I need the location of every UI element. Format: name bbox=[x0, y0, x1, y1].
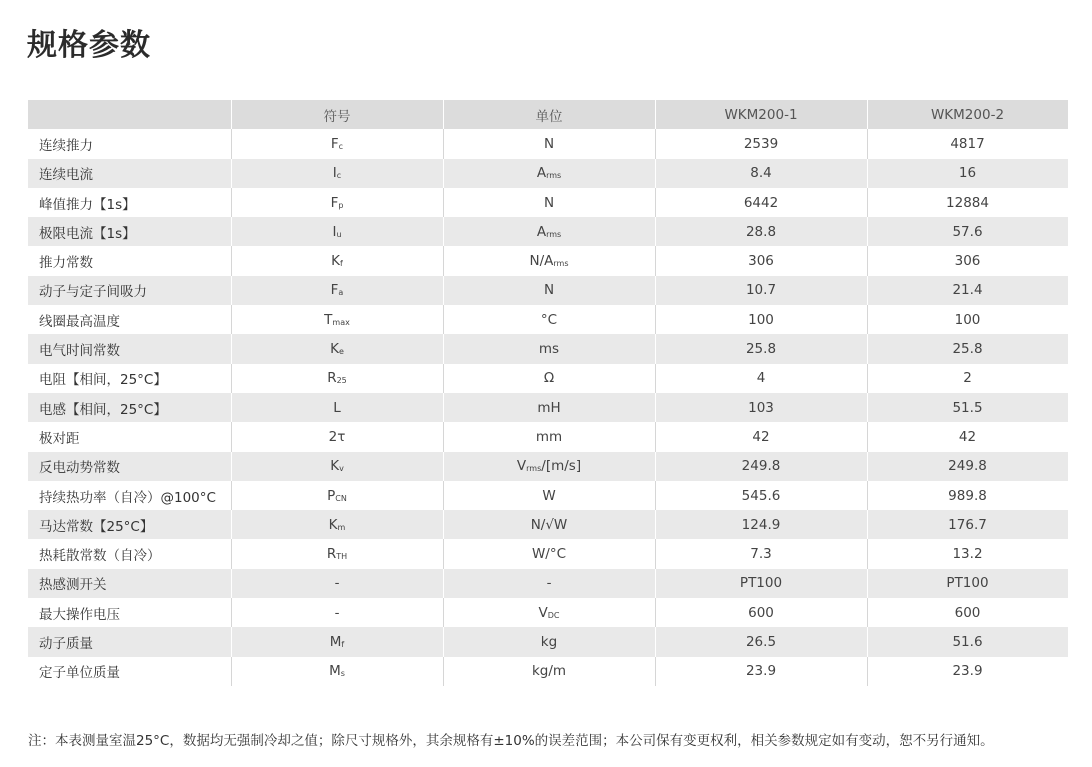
footnote: 注：本表测量室温25°C，数据均无强制冷却之值；除尺寸规格外，其余规格有±10%的误差范围；本公司保有变更权利，相关参数规定如有变动，恕不另行通知。 bbox=[28, 733, 994, 749]
value-model-1: 4 bbox=[655, 364, 867, 393]
unit-main: N bbox=[543, 282, 555, 299]
header-model-1: WKM200-1 bbox=[655, 100, 867, 129]
value-model-2: 2 bbox=[867, 364, 1068, 393]
header-unit: 单位 bbox=[443, 100, 655, 129]
param-unit bbox=[443, 129, 655, 158]
symbol-subscript: u bbox=[336, 229, 342, 239]
table-row bbox=[28, 422, 1068, 451]
param-symbol bbox=[231, 364, 443, 393]
value-model-2: 989.8 bbox=[867, 481, 1068, 510]
table-row bbox=[28, 188, 1068, 217]
table-row bbox=[28, 539, 1068, 568]
table-row bbox=[28, 598, 1068, 627]
param-unit bbox=[443, 305, 655, 334]
param-name: 峰值推力【1s】 bbox=[28, 188, 231, 217]
table-row bbox=[28, 569, 1068, 598]
value-model-1: 306 bbox=[655, 246, 867, 275]
value-model-1: 8.4 bbox=[655, 159, 867, 188]
param-symbol bbox=[231, 422, 443, 451]
value-model-1: 249.8 bbox=[655, 452, 867, 481]
param-name: 电阻【相间，25°C】 bbox=[28, 364, 231, 393]
value-model-2: 306 bbox=[867, 246, 1068, 275]
unit-main: N bbox=[543, 194, 555, 211]
table-row bbox=[28, 129, 1068, 158]
table-row bbox=[28, 305, 1068, 334]
table-row bbox=[28, 246, 1068, 275]
param-symbol bbox=[231, 217, 443, 246]
param-name: 线圈最高温度 bbox=[28, 305, 231, 334]
unit-main: kg/m bbox=[531, 663, 567, 680]
param-name: 持续热功率（自冷）@100°C bbox=[28, 481, 231, 510]
symbol-main: K bbox=[330, 458, 340, 475]
param-name: 连续推力 bbox=[28, 129, 231, 158]
param-unit bbox=[443, 627, 655, 656]
spec-table bbox=[28, 100, 1069, 686]
param-symbol bbox=[231, 188, 443, 217]
value-model-1: 28.8 bbox=[655, 217, 867, 246]
unit-main: mH bbox=[537, 399, 561, 416]
symbol-main: K bbox=[331, 253, 341, 270]
param-symbol bbox=[231, 129, 443, 158]
table-header-row bbox=[28, 100, 1068, 129]
param-symbol bbox=[231, 569, 443, 598]
symbol-main: F bbox=[330, 194, 339, 211]
value-model-1: 600 bbox=[655, 598, 867, 627]
param-unit bbox=[443, 217, 655, 246]
value-model-2: 57.6 bbox=[867, 217, 1068, 246]
value-model-2: 42 bbox=[867, 422, 1068, 451]
symbol-subscript: c bbox=[338, 141, 344, 151]
header-symbol: 符号 bbox=[231, 100, 443, 129]
param-name: 热耗散常数（自冷） bbox=[28, 539, 231, 568]
symbol-subscript: 25 bbox=[336, 376, 347, 386]
unit-main: W bbox=[542, 487, 556, 504]
unit-main: mm bbox=[535, 428, 563, 445]
symbol-main: P bbox=[327, 487, 336, 504]
symbol-subscript: f bbox=[340, 259, 343, 269]
unit-subscript: rms bbox=[526, 464, 542, 474]
unit-main: A bbox=[536, 223, 547, 240]
symbol-main: M bbox=[329, 633, 342, 650]
value-model-1: 26.5 bbox=[655, 627, 867, 656]
unit-main: V bbox=[516, 458, 527, 475]
symbol-main: M bbox=[329, 663, 341, 680]
unit-main: N/A bbox=[529, 253, 554, 270]
unit-main: °C bbox=[540, 311, 558, 328]
unit-subscript: rms bbox=[553, 259, 569, 269]
param-symbol bbox=[231, 452, 443, 481]
value-model-2: 16 bbox=[867, 159, 1068, 188]
symbol-subscript: f bbox=[341, 639, 345, 649]
param-unit bbox=[443, 334, 655, 363]
param-symbol bbox=[231, 246, 443, 275]
symbol-subscript: CN bbox=[335, 493, 347, 503]
unit-main: ms bbox=[538, 341, 560, 358]
symbol-subscript: v bbox=[339, 464, 344, 474]
value-model-2: 100 bbox=[867, 305, 1068, 334]
param-name: 极对距 bbox=[28, 422, 231, 451]
value-model-2: 51.6 bbox=[867, 627, 1068, 656]
param-unit bbox=[443, 246, 655, 275]
symbol-main: L bbox=[333, 399, 341, 416]
param-name: 推力常数 bbox=[28, 246, 231, 275]
param-unit bbox=[443, 188, 655, 217]
param-symbol bbox=[231, 657, 443, 686]
param-unit bbox=[443, 481, 655, 510]
unit-tail: /[m/s] bbox=[541, 458, 582, 475]
symbol-main: 2τ bbox=[328, 428, 346, 445]
table-row bbox=[28, 364, 1068, 393]
symbol-main: - bbox=[334, 575, 340, 592]
param-name: 极限电流【1s】 bbox=[28, 217, 231, 246]
value-model-2: 249.8 bbox=[867, 452, 1068, 481]
table-row bbox=[28, 276, 1068, 305]
unit-main: N bbox=[543, 135, 555, 152]
unit-main: - bbox=[546, 575, 552, 592]
param-name: 动子质量 bbox=[28, 627, 231, 656]
param-symbol bbox=[231, 481, 443, 510]
table-row bbox=[28, 393, 1068, 422]
param-name: 定子单位质量 bbox=[28, 657, 231, 686]
symbol-main: - bbox=[334, 604, 340, 621]
symbol-subscript: p bbox=[338, 200, 344, 210]
param-symbol bbox=[231, 393, 443, 422]
value-model-2: 23.9 bbox=[867, 657, 1068, 686]
param-symbol bbox=[231, 305, 443, 334]
table-row bbox=[28, 159, 1068, 188]
param-unit bbox=[443, 510, 655, 539]
header-name bbox=[28, 100, 231, 129]
symbol-main: R bbox=[326, 546, 337, 563]
symbol-main: T bbox=[324, 311, 333, 328]
table-body bbox=[28, 129, 1068, 686]
header-model-2: WKM200-2 bbox=[867, 100, 1068, 129]
table-row bbox=[28, 452, 1068, 481]
symbol-subscript: m bbox=[337, 522, 346, 532]
unit-main: A bbox=[536, 165, 547, 182]
symbol-main: R bbox=[327, 370, 337, 387]
symbol-subscript: c bbox=[336, 171, 342, 181]
param-unit bbox=[443, 657, 655, 686]
param-symbol bbox=[231, 510, 443, 539]
table-row bbox=[28, 627, 1068, 656]
unit-subscript: rms bbox=[546, 171, 562, 181]
param-symbol bbox=[231, 276, 443, 305]
value-model-1: PT100 bbox=[655, 569, 867, 598]
unit-subscript: DC bbox=[547, 610, 560, 620]
param-name: 连续电流 bbox=[28, 159, 231, 188]
value-model-1: 7.3 bbox=[655, 539, 867, 568]
param-name: 反电动势常数 bbox=[28, 452, 231, 481]
value-model-2: 25.8 bbox=[867, 334, 1068, 363]
symbol-subscript: e bbox=[338, 347, 344, 357]
value-model-2: 21.4 bbox=[867, 276, 1068, 305]
param-symbol bbox=[231, 598, 443, 627]
value-model-1: 545.6 bbox=[655, 481, 867, 510]
table-row bbox=[28, 510, 1068, 539]
value-model-1: 2539 bbox=[655, 129, 867, 158]
param-unit bbox=[443, 159, 655, 188]
value-model-2: 4817 bbox=[867, 129, 1068, 158]
param-unit bbox=[443, 393, 655, 422]
value-model-2: 600 bbox=[867, 598, 1068, 627]
param-name: 最大操作电压 bbox=[28, 598, 231, 627]
symbol-main: I bbox=[332, 165, 337, 182]
param-unit bbox=[443, 422, 655, 451]
param-unit bbox=[443, 452, 655, 481]
value-model-1: 103 bbox=[655, 393, 867, 422]
symbol-main: K bbox=[328, 516, 338, 533]
unit-main: V bbox=[538, 604, 548, 621]
value-model-1: 10.7 bbox=[655, 276, 867, 305]
value-model-2: 13.2 bbox=[867, 539, 1068, 568]
param-unit bbox=[443, 569, 655, 598]
table-row bbox=[28, 657, 1068, 686]
value-model-1: 42 bbox=[655, 422, 867, 451]
param-symbol bbox=[231, 539, 443, 568]
value-model-2: 51.5 bbox=[867, 393, 1068, 422]
page-title: 规格参数 bbox=[27, 28, 151, 63]
param-name: 动子与定子间吸力 bbox=[28, 276, 231, 305]
symbol-subscript: s bbox=[340, 669, 345, 679]
value-model-1: 100 bbox=[655, 305, 867, 334]
unit-main: W/°C bbox=[531, 546, 567, 563]
symbol-subscript: a bbox=[338, 288, 344, 298]
value-model-2: 176.7 bbox=[867, 510, 1068, 539]
symbol-subscript: max bbox=[332, 317, 350, 327]
unit-main: N/√W bbox=[530, 516, 568, 533]
param-unit bbox=[443, 539, 655, 568]
symbol-main: K bbox=[330, 341, 339, 358]
table-row bbox=[28, 217, 1068, 246]
unit-subscript: rms bbox=[546, 229, 562, 239]
param-name: 电感【相间，25°C】 bbox=[28, 393, 231, 422]
value-model-1: 124.9 bbox=[655, 510, 867, 539]
unit-main: kg bbox=[540, 633, 558, 650]
param-unit bbox=[443, 364, 655, 393]
unit-main: Ω bbox=[543, 370, 555, 387]
param-unit bbox=[443, 276, 655, 305]
param-symbol bbox=[231, 159, 443, 188]
symbol-subscript: TH bbox=[336, 552, 348, 562]
symbol-main: F bbox=[330, 282, 339, 299]
value-model-2: PT100 bbox=[867, 569, 1068, 598]
param-symbol bbox=[231, 334, 443, 363]
value-model-2: 12884 bbox=[867, 188, 1068, 217]
value-model-1: 6442 bbox=[655, 188, 867, 217]
table-row bbox=[28, 334, 1068, 363]
param-unit bbox=[443, 598, 655, 627]
param-name: 电气时间常数 bbox=[28, 334, 231, 363]
value-model-1: 25.8 bbox=[655, 334, 867, 363]
table-row bbox=[28, 481, 1068, 510]
param-name: 马达常数【25°C】 bbox=[28, 510, 231, 539]
param-name: 热感测开关 bbox=[28, 569, 231, 598]
param-symbol bbox=[231, 627, 443, 656]
value-model-1: 23.9 bbox=[655, 657, 867, 686]
symbol-main: I bbox=[332, 223, 337, 240]
symbol-main: F bbox=[330, 135, 339, 152]
